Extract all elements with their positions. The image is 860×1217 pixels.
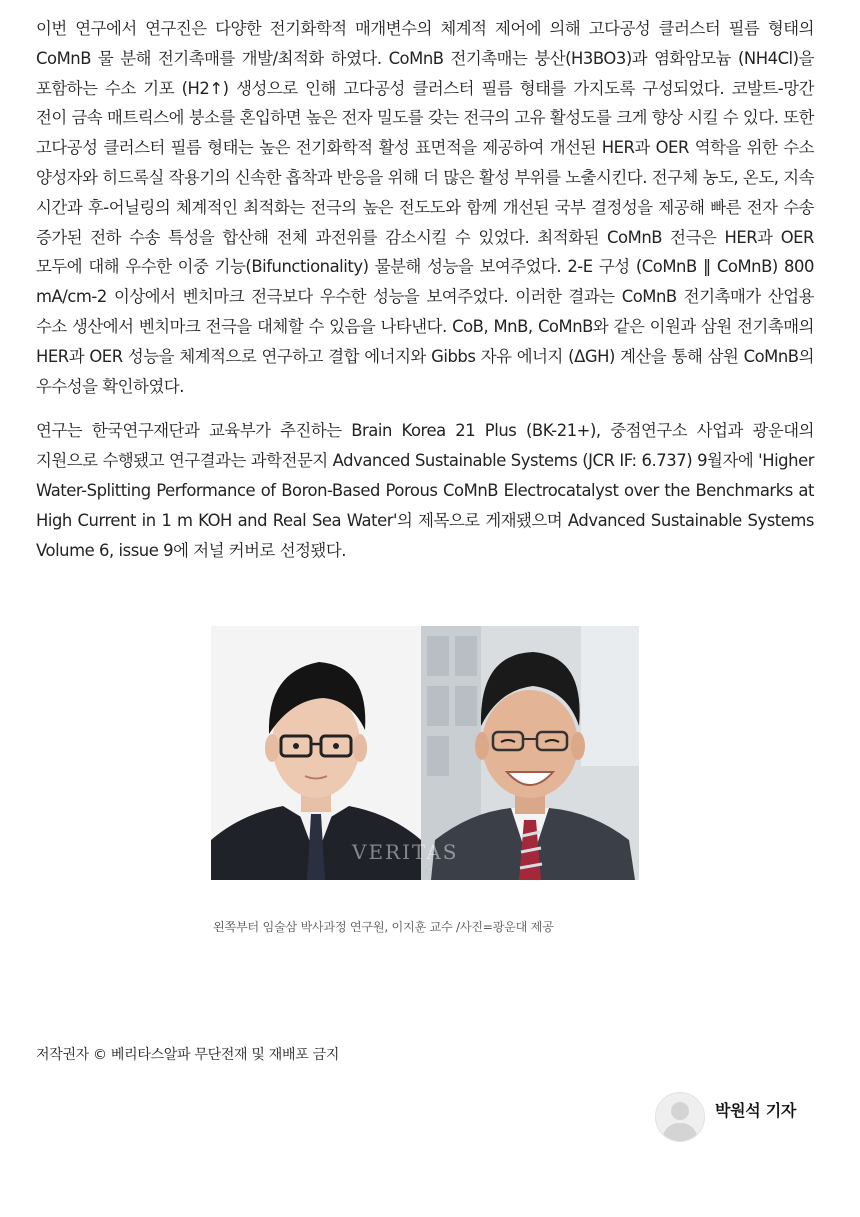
- photo-caption: 왼쪽부터 임술삼 박사과정 연구원, 이지훈 교수 /사진=광운대 제공: [213, 920, 554, 934]
- copyright-notice: 저작권자 © 베리타스알파 무단전재 및 재배포 금지: [36, 1047, 340, 1063]
- reporter-name[interactable]: 박원석 기자: [715, 1100, 797, 1120]
- article-body: [36, 14, 814, 565]
- person-silhouette-icon[interactable]: [655, 1092, 705, 1142]
- photo-watermark: VERITAS: [352, 840, 459, 864]
- article-paragraph-1: 이번 연구에서 연구진은 다양한 전기화학적 매개변수의 체계적 제어에 의해 고다공성 클러스터 필름 형태의 CoMnB 물 분해 전기촉매를 개발/최적화 하였다. CoMnB 전기촉매는 붕산(H3BO3)과 염화암모늄 (NH4Cl)을 포함하는 수소 기포 (H2↑) 생성으로 인해 고다공성 클러스터 필름 형태를 가지도록 구성되었다. 코발트-망간 전이 금속 매트릭스에 붕소를 혼입하면 높은 전자 밀도를 갖는 전극의 고유 활성도를 크게 향상 시킬 수 있다. 또한 고다공성 클러스터 필름 형태는 높은 전기화학적 활성 표면적을 제공하여 개선된 HER과 OER 역학을 위한 수소 양성자와 히드록실 작용기의 신속한 흡착과 반응을 위해 더 많은 활성 부위를 노출시킨다. 전구체 농도, 온도, 지속 시간과 후-어닐링의 체계적인 최적화는 전극의 높은 전도도와 함께 개선된 국부 결정성을 제공해 빠른 전자 수송 증가된 전하 수송 특성을 합산해 전체 과전위를 감소시킬 수 있었다. 최적화된 CoMnB 전극은 HER과 OER 모두에 대해 우수한 이중 기능(Bifunctionality) 물분해 성능을 보여주었다. 2-E 구성 (CoMnB ‖ CoMnB) 800 mA/cm-2 이상에서 벤치마크 전극보다 우수한 성능을 보여주었다. 이러한 결과는 CoMnB 전기촉매가 산업용 수소 생산에서 벤치마크 전극을 대체할 수 있음을 나타낸다. CoB, MnB, CoMnB와 같은 이원과 삼원 전기촉매의 HER과 OER 성능을 체계적으로 연구하고 결합 에너지와 Gibbs 자유 에너지 (ΔGH) 계산을 통해 삼원 CoMnB의 우수성을 확인하였다.: [36, 19, 814, 396]
- reporter-byline[interactable]: [655, 1092, 796, 1142]
- article-paragraph-2: 연구는 한국연구재단과 교육부가 추진하는 Brain Korea 21 Plus (BK-21+), 중점연구소 사업과 광운대의 지원으로 수행됐고 연구결과는 과학전문지 Advanced Sustainable Systems (JCR IF: 6.737) 9월자에 'Higher Water-Splitting Performance of Boron-Based Porous CoMnB Electrocatalyst over the Benchmarks at High Current in 1 m KOH and Real Sea Water'의 제목으로 게재됐으며 Advanced Sustainable Systems Volume 6, issue 9에 저널 커버로 선정됐다.: [36, 421, 814, 560]
